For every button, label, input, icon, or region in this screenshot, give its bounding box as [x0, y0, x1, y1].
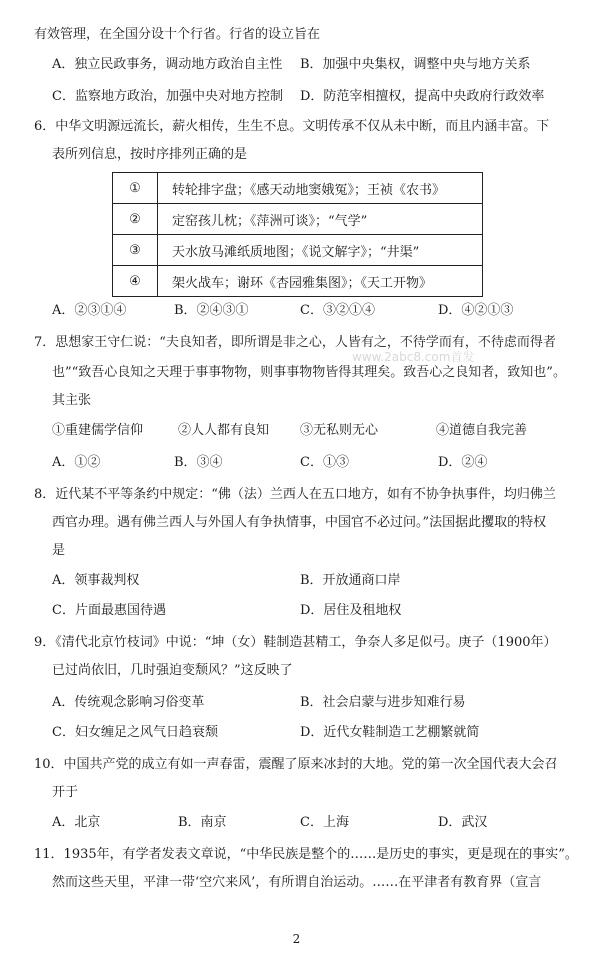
q10-option-c: C．上海 [300, 815, 349, 830]
q9-option-c: C．妇女缠足之风气日趋衰颓 [52, 725, 218, 740]
intro-line: 有效管理，在全国分设十个行省。行省的设立旨在 [34, 27, 321, 42]
table-row [113, 235, 483, 266]
q9-option-d: D．近代女鞋制造工艺棚繁就简 [300, 725, 480, 740]
table-cell-num: ① [113, 173, 158, 204]
q6-info-table [112, 172, 483, 297]
q8-stem-line2: 西官办理。遇有佛兰西人与外国人有争执情事，中国官不必过问。”法国据此攫取的特权 [52, 515, 547, 530]
q7-item-4: ④道德自我完善 [436, 423, 528, 438]
q11-stem-line1: 11．1935年，有学者发表文章说，“中华民族是整个的……是历史的事实，更是现在的事实”。 [34, 847, 578, 862]
q10-option-d: D．武汉 [438, 815, 488, 830]
table-row [113, 173, 483, 204]
q7-stem-line3: 其主张 [52, 393, 92, 408]
table-cell-text: 架火战车；谢环《杏园雅集图》；《天工开物》 [158, 266, 483, 297]
page-number: 2 [292, 932, 301, 946]
q8-stem-line1: 8．近代某不平等条约中规定：“佛（法）兰西人在五口地方，如有不协争执事件，均归佛兰 [34, 487, 556, 502]
table-row [113, 266, 483, 297]
intro-option-b: B．加强中央集权，调整中央与地方关系 [300, 57, 531, 72]
q10-option-b: B．南京 [178, 815, 227, 830]
q6-option-c: C．③②①④ [300, 303, 375, 318]
table-cell-num: ② [113, 204, 158, 235]
q10-stem-line1: 10．中国共产党的成立有如一声春雷，震醒了原来冰封的大地。党的第一次全国代表大会召 [34, 757, 558, 772]
q7-option-a: A．①② [52, 455, 101, 470]
q6-stem-line1: 6．中华文明源远流长，薪火相传，生生不息。文明传承不仅从未中断，而且内涵丰富。下 [34, 119, 550, 134]
q9-option-a: A．传统观念影响习俗变革 [52, 695, 205, 710]
q8-option-c: C．片面最惠国待遇 [52, 603, 166, 618]
q8-option-d: D．居住及租地权 [300, 603, 402, 618]
intro-option-d: D．防范宰相擅权，提高中央政府行政效率 [300, 89, 545, 104]
q7-stem-line2: 也”“致吾心良知之天理于事事物物，则事事物物皆得其理矣。致吾心之良知者，致知也”。 [52, 365, 566, 380]
q7-item-1: ①重建儒学信仰 [52, 423, 144, 438]
q8-stem-line3: 是 [52, 543, 66, 558]
q8-option-b: B．开放通商口岸 [300, 573, 401, 588]
q9-option-b: B．社会启蒙与进步知难行易 [300, 695, 466, 710]
table-cell-num: ③ [113, 235, 158, 266]
intro-option-a: A．独立民政事务，调动地方政治自主性 [52, 57, 283, 72]
q6-option-a: A．②③①④ [52, 303, 127, 318]
q6-stem-line2: 表所列信息，按时序排列正确的是 [52, 147, 248, 162]
q6-option-d: D．④②①③ [438, 303, 514, 318]
watermark: www.2abc8.com首发 [352, 350, 475, 364]
q9-stem-line1: 9．《清代北京竹枝词》中说：“坤（女）鞋制造甚精工，争奈人多足似弓。庚子（1900年） [34, 635, 557, 650]
q7-option-c: C．①③ [300, 455, 349, 470]
q6-option-b: B．②④③① [174, 303, 249, 318]
table-cell-num: ④ [113, 266, 158, 297]
q10-stem-line2: 开于 [52, 785, 79, 800]
q7-option-d: D．②④ [438, 455, 488, 470]
q9-stem-line2: 已过尚依旧，几时强迫变颓风？”这反映了 [52, 663, 293, 678]
q11-stem-line2: 然而这些天里，平津一带‘空穴来风’，有所谓自治运动。……在平津者有教育界（宣言 [52, 875, 542, 890]
q8-option-a: A．领事裁判权 [52, 573, 140, 588]
table-cell-text: 转轮排字盘；《感天动地窦娥冤》；王祯《农书》 [158, 173, 483, 204]
table-row [113, 204, 483, 235]
q7-item-3: ③无私则无心 [300, 423, 379, 438]
intro-option-c: C．监察地方政治，加强中央对地方控制 [52, 89, 283, 104]
q7-option-b: B．③④ [174, 455, 223, 470]
q7-item-2: ②人人都有良知 [178, 423, 270, 438]
q7-stem-line1: 7．思想家王守仁说：“夫良知者，即所谓是非之心，人皆有之，不待学而有，不待虑而得者 [34, 335, 556, 350]
table-cell-text: 定窑孩儿枕；《萍洲可谈》；“气学” [158, 204, 483, 235]
table-cell-text: 天水放马滩纸质地图；《说文解字》；“井渠” [158, 235, 483, 266]
q10-option-a: A．北京 [52, 815, 101, 830]
